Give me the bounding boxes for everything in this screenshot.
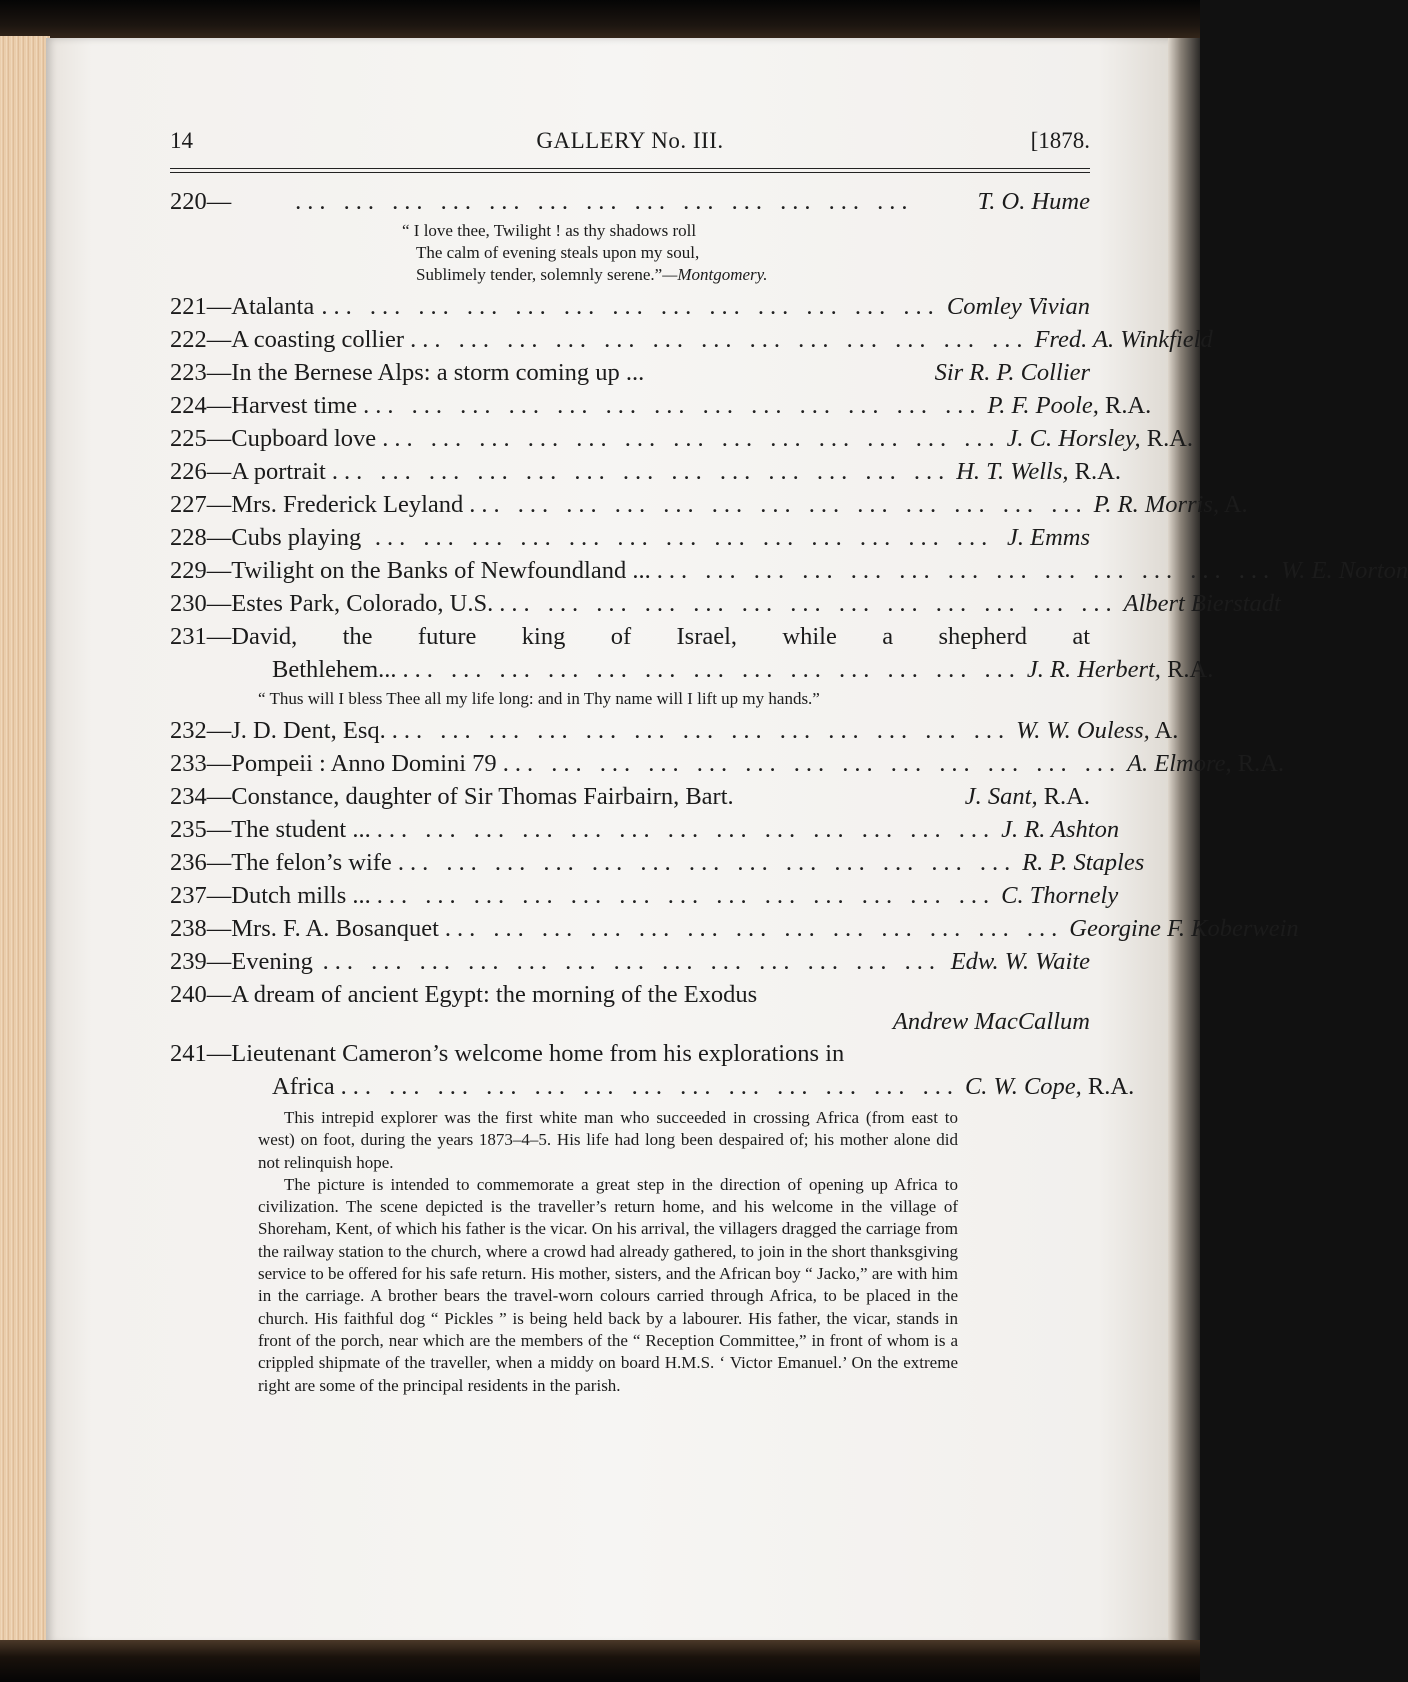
book-right-edge <box>1168 38 1200 1644</box>
entry-title: Cupboard love <box>231 425 377 452</box>
leader-dots: ... ... ... ... ... ... ... ... ... ... ... ... ... <box>363 392 982 419</box>
leader-dots: ... ... ... ... ... ... ... ... ... ... ... ... ... <box>402 656 1021 683</box>
catalogue-entry <box>170 290 1090 323</box>
entry-title-continued: Bethlehem... <box>272 656 397 683</box>
leader-dots: ... ... ... ... ... ... ... ... ... ... ... ... ... <box>321 293 940 320</box>
leader-dots: ... ... ... ... ... ... ... ... ... ... ... ... ... <box>382 425 1001 452</box>
leader-dots: ... ... ... ... ... ... ... ... ... ... ... ... ... <box>444 915 1064 942</box>
catalogue-entry <box>170 389 1152 422</box>
entry-artist: Fred. A. Winkfield <box>1034 326 1213 353</box>
entry-title: Evening <box>231 948 313 975</box>
leader-dots: ... ... ... ... ... ... ... ... ... ... ... ... ... <box>391 717 1011 744</box>
entry-artist: C. W. Cope, R.A. <box>964 1073 1135 1100</box>
entry-number: 226— <box>170 458 232 485</box>
entry-title: A dream of ancient Egypt: the morning of the Exodus <box>231 981 758 1008</box>
entry-number: 240— <box>170 981 232 1008</box>
catalogue-entry <box>170 1037 1090 1070</box>
catalogue-entry <box>170 780 1090 813</box>
page-title: GALLERY No. III. <box>536 128 724 153</box>
entry-title: Harvest time <box>231 392 358 419</box>
entry-number: 232— <box>170 717 232 744</box>
leader-dots: ... ... ... ... ... ... ... ... ... ... ... ... ... <box>376 816 996 843</box>
entry-artist: Albert Bierstadt <box>1123 590 1281 617</box>
catalogue-entry <box>170 185 1090 218</box>
entry-number: 229— <box>170 557 232 584</box>
header-rule-thin <box>170 172 1090 173</box>
running-header <box>170 120 1090 160</box>
entry-artist: J. R. Herbert, R.A. <box>1026 656 1214 683</box>
entry-number: 227— <box>170 491 232 518</box>
entry-artist: Georgine F. Koberwein <box>1069 915 1299 942</box>
entry-title: Mrs. F. A. Bosanquet <box>231 915 439 942</box>
description-paragraph: The picture is intended to commemorate a great step in the direction of opening up Africa to civilization. The scene depicted is the traveller’s return home, and his welcome in the village of Shoreham, Kent, of which his father is the vicar. On his arrival, the villagers dragged the carriage from the railway station to the church, where a crowd had already gathered, to join in the short thanksgiving service to be offered for his safe return. His mother, sisters, and the African boy “ Jacko,” are with him in the carriage. A brother bears the travel-worn colours carried through Africa, to be placed in the church. His faithful dog “ Pickles ” is being held back by a labourer. His father, the vicar, stands in front of the porch, near which are the members of the “ Reception Committee,” in front of whom is a crippled shipmate of the traveller, when a middy on board H.M.S. ‘ Victor Emanuel.’ On the extreme right are some of the principal residents in the parish. <box>258 1174 958 1395</box>
entry-artist: W. E. Norton <box>1281 557 1408 584</box>
catalogue-entry <box>170 813 1120 846</box>
header-rule-thick <box>170 168 1090 169</box>
header-year: [1878. <box>1030 128 1090 153</box>
entry-number: 228— <box>170 524 232 551</box>
entry-number: 239— <box>170 948 232 975</box>
leader-dots: ... ... ... ... ... ... ... ... ... ... ... ... ... <box>469 491 1088 518</box>
catalogue-entry <box>170 620 1090 653</box>
entry-title: Estes Park, Colorado, U.S. <box>231 590 494 617</box>
leader-dots: ... ... ... ... ... ... ... ... ... ... ... ... ... <box>340 1073 959 1100</box>
entry-title: J. D. Dent, Esq. <box>231 717 386 744</box>
entry-artist: J. R. Ashton <box>1001 816 1120 843</box>
entry-artist: T. O. Hume <box>977 188 1090 215</box>
entry-number: 223— <box>170 359 232 386</box>
quote-line: Sublimely tender, solemnly serene.”—Montgomery. <box>416 265 768 284</box>
leader-dots: ... ... ... ... ... ... ... ... ... ... ... ... ... <box>502 750 1122 777</box>
entry-artist: R. P. Staples <box>1022 849 1145 876</box>
leader-dots: ... ... ... ... ... ... ... ... ... ... ... ... ... <box>397 849 1017 876</box>
entry-number: 222— <box>170 326 232 353</box>
entry-title: The student ... <box>231 816 371 843</box>
entry-title: Dutch mills ... <box>231 882 371 909</box>
entry-title: Lieutenant Cameron’s welcome home from his explorations in <box>231 1040 845 1067</box>
entry-artist: Sir R. P. Collier <box>934 359 1090 386</box>
catalogue-entry <box>170 422 1194 455</box>
catalogue-entry <box>170 587 1281 620</box>
catalogue-entry <box>170 554 1408 587</box>
entry-title: Pompeii : Anno Domini 79 <box>231 750 497 777</box>
entry-number: 235— <box>170 816 232 843</box>
entry-title-continued: Africa <box>272 1073 335 1100</box>
entry-title: A portrait <box>231 458 326 485</box>
entry-title: Cubs playing <box>231 524 362 551</box>
catalogue-entry <box>170 323 1213 356</box>
entry-artist: J. C. Horsley, R.A. <box>1006 425 1194 452</box>
entry-description <box>170 1107 958 1397</box>
leader-dots: ... ... ... ... ... ... ... ... ... ... ... ... ... <box>499 590 1118 617</box>
catalogue-entry <box>170 356 1090 389</box>
entry-artist: Comley Vivian <box>946 293 1090 320</box>
entry-artist: Andrew MacCallum <box>892 1008 1090 1035</box>
leader-dots: ... ... ... ... ... ... ... ... ... ... ... ... ... <box>331 458 951 485</box>
catalogue-entry <box>170 846 1145 879</box>
catalogue-entry <box>170 945 1090 978</box>
entry-continuation <box>170 653 1214 686</box>
catalogue-entry <box>170 455 1121 488</box>
entry-number: 220— <box>170 188 232 215</box>
entry-title: A coasting collier <box>231 326 405 353</box>
leader-dots: ... ... ... ... ... ... ... ... ... ... ... ... ... <box>374 524 994 551</box>
quote-line: The calm of evening steals upon my soul, <box>416 243 700 262</box>
entry-artist: P. F. Poole, R.A. <box>987 392 1152 419</box>
leader-dots: ... ... ... ... ... ... ... ... ... ... ... ... ... <box>322 948 941 975</box>
entry-artist: W. W. Ouless, A. <box>1016 717 1179 744</box>
entry-title: In the Bernese Alps: a storm coming up ... <box>231 359 645 386</box>
entry-number: 221— <box>170 293 232 320</box>
leader-dots: ... ... ... ... ... ... ... ... ... ... ... ... ... <box>656 557 1276 584</box>
description-paragraph: This intrepid explorer was the first white man who succeeded in crossing Africa (from east to west) on foot, during the years 1873–4–5. His life had long been despaired of; his mother alone did not relinquish hope. <box>258 1108 958 1172</box>
quote-line: “ I love thee, Twilight ! as thy shadows roll <box>402 221 697 240</box>
catalogue-entry <box>170 912 1299 945</box>
leader-dots: ... ... ... ... ... ... ... ... ... ... ... ... ... <box>376 882 996 909</box>
catalogue-entry <box>170 521 1090 554</box>
entry-quote <box>170 220 1090 286</box>
book-top-edge <box>0 0 1200 42</box>
entry-title: Atalanta <box>231 293 315 320</box>
entry-artist: H. T. Wells, R.A. <box>956 458 1121 485</box>
entry-title: The felon’s wife <box>231 849 392 876</box>
entry-number: 236— <box>170 849 232 876</box>
entry-title: Twilight on the Banks of Newfoundland ... <box>231 557 651 584</box>
leader-dots: ... ... ... ... ... ... ... ... ... ... ... ... ... <box>295 188 914 215</box>
entry-number: 234— <box>170 783 232 810</box>
entry-number: 230— <box>170 590 232 617</box>
entry-number: 225— <box>170 425 232 452</box>
entry-title: David, the future king of Israel, while a shepherd at <box>231 623 1090 650</box>
entry-artist: P. R. Morris, A. <box>1093 491 1248 518</box>
entry-artist: J. Emms <box>1006 524 1090 551</box>
catalogue-entry <box>170 488 1248 521</box>
book-bottom-edge <box>0 1640 1200 1682</box>
entry-title: Mrs. Frederick Leyland <box>231 491 464 518</box>
page-content <box>170 120 1408 1397</box>
entry-artist: Edw. W. Waite <box>950 948 1090 975</box>
entry-artist: A. Elmore, R.A. <box>1127 750 1285 777</box>
catalogue-entry <box>170 879 1119 912</box>
entry-title: Constance, daughter of Sir Thomas Fairbairn, Bart. <box>231 783 734 810</box>
page-stack-edge <box>0 36 50 1648</box>
entry-number: 224— <box>170 392 232 419</box>
catalogue-entry <box>170 714 1179 747</box>
entry-number: 241— <box>170 1040 232 1067</box>
leader-dots: ... ... ... ... ... ... ... ... ... ... ... ... ... <box>410 326 1029 353</box>
entry-number: 237— <box>170 882 232 909</box>
entry-number: 231— <box>170 623 232 650</box>
entry-artist: C. Thornely <box>1001 882 1119 909</box>
entry-continuation <box>170 1070 1135 1103</box>
entry-quote: “ Thus will I bless Thee all my life long: and in Thy name will I lift up my hands.” <box>258 689 820 708</box>
quote-attribution: —Montgomery. <box>662 265 768 284</box>
page-number: 14 <box>170 128 193 153</box>
entry-number: 233— <box>170 750 232 777</box>
entry-number: 238— <box>170 915 232 942</box>
entry-artist: J. Sant, R.A. <box>964 783 1090 810</box>
catalogue-entry <box>170 747 1285 780</box>
